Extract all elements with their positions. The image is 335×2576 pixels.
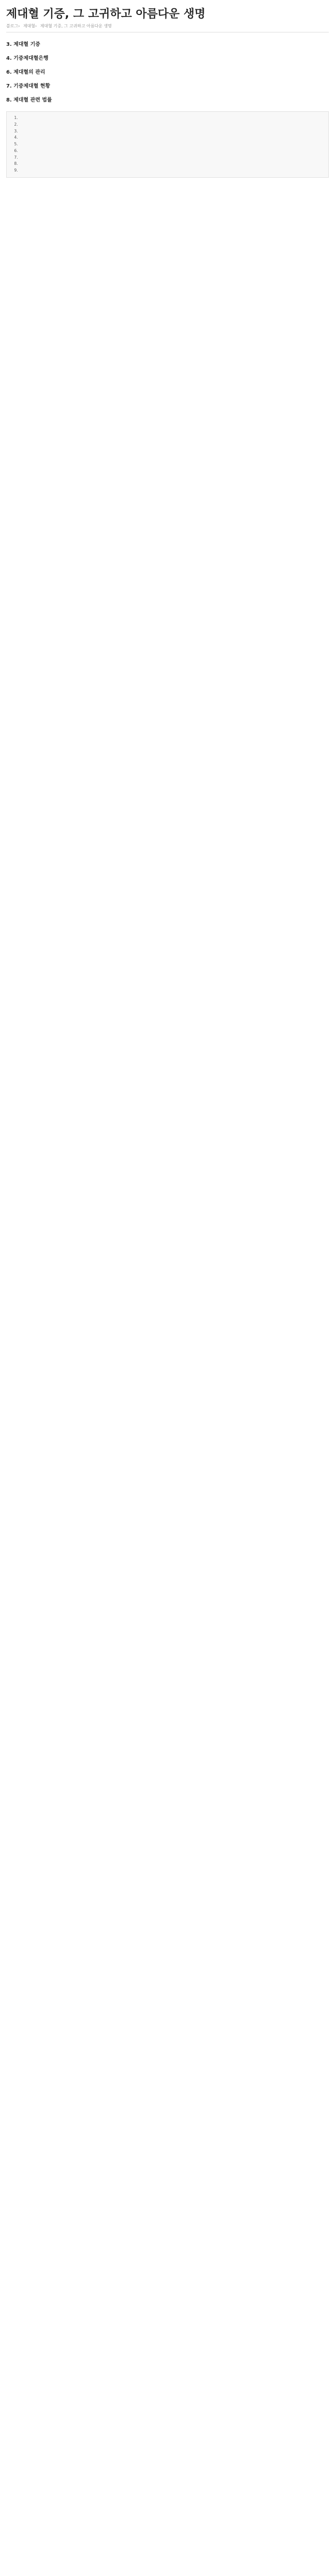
summary-item bbox=[19, 161, 323, 167]
summary-item bbox=[19, 155, 323, 161]
summary-item bbox=[19, 128, 323, 135]
summary-box bbox=[6, 111, 329, 178]
article-section bbox=[6, 54, 329, 61]
article-section bbox=[6, 81, 329, 89]
summary-item bbox=[19, 134, 323, 141]
page bbox=[0, 0, 335, 191]
breadcrumb-item-home[interactable]: 블로그 bbox=[6, 24, 19, 28]
page-title: 제대혈 기증, 그 고귀하고 아름다운 생명 bbox=[6, 8, 206, 21]
summary-item bbox=[19, 148, 323, 155]
article-section bbox=[6, 40, 329, 47]
article-section bbox=[6, 95, 329, 103]
article-body bbox=[6, 40, 329, 103]
summary-item bbox=[19, 141, 323, 148]
article-section bbox=[6, 67, 329, 75]
summary-list bbox=[12, 115, 323, 174]
summary-item bbox=[19, 167, 323, 174]
section-heading: 6. 제대혈의 관리 bbox=[6, 70, 45, 75]
section-heading: 8. 제대혈 관련 법률 bbox=[6, 97, 52, 103]
summary-item bbox=[19, 115, 323, 122]
section-heading: 3. 제대혈 기증 bbox=[6, 42, 41, 47]
summary-item bbox=[19, 122, 323, 128]
section-heading: 4. 기증제대혈은행 bbox=[6, 56, 48, 61]
breadcrumb-item-category[interactable]: 제대혈 bbox=[23, 24, 36, 28]
breadcrumb-item-current: 제대혈 기증, 그 고귀하고 아름다운 생명 bbox=[40, 24, 112, 28]
section-heading: 7. 기증제대혈 현황 bbox=[6, 83, 51, 89]
breadcrumb: 블로그› 제대혈› 제대혈 기증, 그 고귀하고 아름다운 생명 bbox=[6, 22, 329, 32]
